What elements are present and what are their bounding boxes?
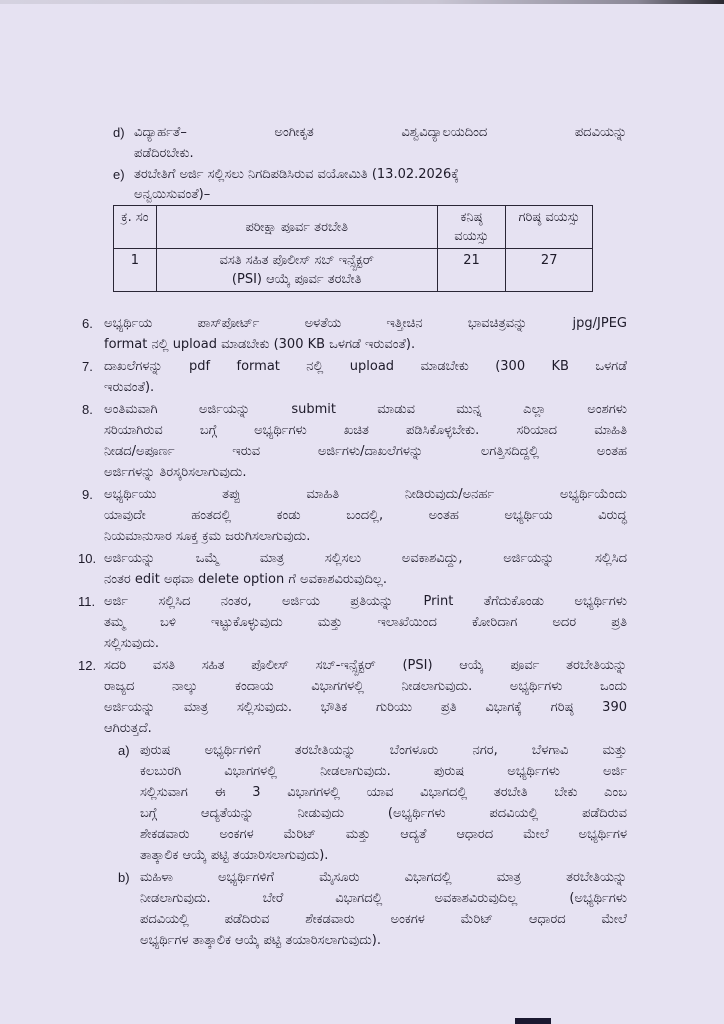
- cell-sl-no: 1: [114, 249, 157, 292]
- item-12-line-3: ಅರ್ಜಿಯನ್ನು ಮಾತ್ರ ಸಲ್ಲಿಸುವುದು. ಭೌತಿಕ ಗುರಿಯು ಪ್ರತಿ ವಿಭಾಗಕ್ಕೆ ಗರಿಷ್ಠ 390: [104, 700, 627, 715]
- item-12-number: 12.: [78, 658, 97, 673]
- item-7-line-1: ದಾಖಲೆಗಳನ್ನು pdf format ನಲ್ಲಿ upload ಮಾಡಬೇಕು (300 KB ಒಳಗಡೆ: [104, 359, 627, 374]
- clause-e-line-2: ಅನ್ವಯಿಸುವಂತೆ)–: [134, 187, 211, 202]
- item-12a-line-3: ಸಲ್ಲಿಸುವಾಗ ಈ 3 ವಿಭಾಗಗಳಲ್ಲಿ ಯಾವ ವಿಭಾಗದಲ್ಲಿ ತರಬೇತಿ ಬೇಕು ಎಂಬ: [140, 785, 627, 800]
- header-training: ಪರೀಕ್ಷಾ ಪೂರ್ವ ತರಬೇತಿ: [156, 206, 437, 249]
- item-8-line-4: ಅರ್ಜಿಗಳನ್ನು ತಿರಸ್ಕರಿಸಲಾಗುವುದು.: [104, 465, 247, 480]
- item-7-line-2: ಇರುವಂತೆ).: [104, 380, 155, 395]
- table-row: [114, 249, 593, 292]
- clause-d-marker: d): [113, 125, 125, 140]
- cell-training: [156, 249, 437, 292]
- item-12a-line-1: ಪುರುಷ ಅಭ್ಯರ್ಥಿಗಳಿಗೆ ತರಬೇತಿಯನ್ನು ಬೆಂಗಳೂರು ನಗರ, ಬೆಳಗಾವಿ ಮತ್ತು: [140, 743, 627, 758]
- item-12b-line-2: ನೀಡಲಾಗುವುದು. ಬೇರೆ ವಿಭಾಗದಲ್ಲಿ ಅವಕಾಶವಿರುವುದಿಲ್ಲ (ಅಭ್ಯರ್ಥಿಗಳು: [140, 891, 627, 906]
- item-11-line-3: ಸಲ್ಲಿಸುವುದು.: [104, 636, 160, 651]
- item-11-number: 11.: [78, 594, 96, 609]
- item-8-line-1: ಅಂತಿಮವಾಗಿ ಅರ್ಜಿಯನ್ನು submit ಮಾಡುವ ಮುನ್ನ ಎಲ್ಲಾ ಅಂಶಗಳು: [104, 402, 627, 417]
- item-10-line-1: ಅರ್ಜಿಯನ್ನು ಒಮ್ಮೆ ಮಾತ್ರ ಸಲ್ಲಿಸಲು ಅವಕಾಶವಿದ್ದು, ಅರ್ಜಿಯನ್ನು ಸಲ್ಲಿಸಿದ: [104, 551, 627, 566]
- item-9-line-3: ನಿಯಮಾನುಸಾರ ಸೂಕ್ತ ಕ್ರಮ ಜರುಗಿಸಲಾಗುವುದು.: [104, 529, 311, 544]
- item-12-line-1: ಸದರಿ ವಸತಿ ಸಹಿತ ಪೊಲೀಸ್ ಸಬ್-ಇನ್ಸ್ಪೆಕ್ಟರ್ (PSI) ಆಯ್ಕೆ ಪೂರ್ವ ತರಬೇತಿಯನ್ನು: [104, 658, 627, 673]
- scan-top-edge: [0, 0, 724, 4]
- clause-e-marker: e): [113, 167, 125, 182]
- item-12-line-4: ಆಗಿರುತ್ತದೆ.: [104, 721, 152, 736]
- item-12a-line-4: ಬಗ್ಗೆ ಆದ್ಯತೆಯನ್ನು ನೀಡುವುದು (ಅಭ್ಯರ್ಥಿಗಳು ಪದವಿಯಲ್ಲಿ ಪಡೆದಿರುವ: [140, 806, 627, 821]
- cell-max-age: 27: [506, 249, 593, 292]
- table-header-row: [114, 206, 593, 249]
- header-min-age: ಕನಿಷ್ಠ ವಯಸ್ಸು: [437, 206, 506, 249]
- item-8-line-2: ಸರಿಯಾಗಿರುವ ಬಗ್ಗೆ ಅಭ್ಯರ್ಥಿಗಳು ಖಚಿತ ಪಡಿಸಿಕೊಳ್ಳಬೇಕು. ಸರಿಯಾದ ಮಾಹಿತಿ: [104, 423, 627, 438]
- clause-d-line-1: ವಿದ್ಯಾರ್ಹತೆ– ಅಂಗೀಕೃತ ವಿಶ್ವವಿದ್ಯಾಲಯದಿಂದ ಪದವಿಯನ್ನು: [134, 125, 627, 140]
- item-12b-line-4: ಅಭ್ಯರ್ಥಿಗಳ ತಾತ್ಕಾಲಿಕ ಆಯ್ಕೆ ಪಟ್ಟಿ ತಯಾರಿಸಲಾಗುವುದು).: [140, 933, 382, 948]
- item-12b-line-3: ಪದವಿಯಲ್ಲಿ ಪಡೆದಿರುವ ಶೇಕಡವಾರು ಅಂಕಗಳ ಮೆರಿಟ್ ಆಧಾರದ ಮೇಲೆ: [140, 912, 627, 927]
- age-limit-table: [113, 205, 593, 292]
- item-12a-line-5: ಶೇಕಡವಾರು ಅಂಕಗಳ ಮೆರಿಟ್ ಮತ್ತು ಆದ್ಯತೆ ಆಧಾರದ ಮೇಲೆ ಅಭ್ಯರ್ಥಿಗಳ: [140, 827, 627, 842]
- item-12a-line-6: ತಾತ್ಕಾಲಿಕ ಆಯ್ಕೆ ಪಟ್ಟಿ ತಯಾರಿಸಲಾಗುವುದು).: [140, 848, 329, 863]
- item-9-number: 9.: [82, 487, 93, 502]
- item-10-line-2: ನಂತರ edit ಅಥವಾ delete option ಗೆ ಅವಕಾಶವಿರುವುದಿಲ್ಲ.: [104, 572, 387, 587]
- header-max-age: ಗರಿಷ್ಠ ವಯಸ್ಸು: [506, 206, 593, 249]
- header-sl-no: ಕ್ರ. ಸಂ: [114, 206, 157, 249]
- item-9-line-2: ಯಾವುದೇ ಹಂತದಲ್ಲಿ ಕಂಡು ಬಂದಲ್ಲಿ, ಅಂತಹ ಅಭ್ಯರ್ಥಿಯ ವಿರುದ್ಧ: [104, 508, 627, 523]
- item-7-number: 7.: [82, 359, 93, 374]
- item-8-line-3: ನೀಡದ/ಅಪೂರ್ಣ ಇರುವ ಅರ್ಜಿಗಳು/ದಾಖಲೆಗಳನ್ನು ಲಗತ್ತಿಸದಿದ್ದಲ್ಲಿ ಅಂತಹ: [104, 444, 627, 459]
- item-10-number: 10.: [78, 551, 97, 566]
- item-9-line-1: ಅಭ್ಯರ್ಥಿಯು ತಪ್ಪು ಮಾಹಿತಿ ನೀಡಿರುವುದು/ಅನರ್ಹ ಅಭ್ಯರ್ಥಿಯೆಂದು: [104, 487, 627, 502]
- item-6-line-1: ಅಭ್ಯರ್ಥಿಯ ಪಾಸ್‌ಪೋರ್ಟ್ ಅಳತೆಯ ಇತ್ತೀಚಿನ ಭಾವಚಿತ್ರವನ್ನು jpg/JPEG: [104, 316, 627, 331]
- item-8-number: 8.: [82, 402, 93, 417]
- item-12b-marker: b): [118, 870, 130, 885]
- item-6-line-2: format ನಲ್ಲಿ upload ಮಾಡಬೇಕು (300 KB ಒಳಗಡೆ ಇರುವಂತೆ).: [104, 337, 416, 352]
- clause-e-line-1: ತರಬೇತಿಗೆ ಅರ್ಜಿ ಸಲ್ಲಿಸಲು ನಿಗದಿಪಡಿಸಿರುವ ವಯೋಮಿತಿ (13.02.2026ಕ್ಕೆ: [134, 167, 459, 182]
- item-11-line-1: ಅರ್ಜಿ ಸಲ್ಲಿಸಿದ ನಂತರ, ಅರ್ಜಿಯ ಪ್ರತಿಯನ್ನು Print ತೆಗೆದುಕೊಂಡು ಅಭ್ಯರ್ಥಿಗಳು: [104, 594, 627, 609]
- item-12b-line-1: ಮಹಿಳಾ ಅಭ್ಯರ್ಥಿಗಳಿಗೆ ಮೈಸೂರು ವಿಭಾಗದಲ್ಲಿ ಮಾತ್ರ ತರಬೇತಿಯನ್ನು: [140, 870, 627, 885]
- item-12-line-2: ರಾಜ್ಯದ ನಾಲ್ಕು ಕಂದಾಯ ವಿಭಾಗಗಳಲ್ಲಿ ನೀಡಲಾಗುವುದು. ಅಭ್ಯರ್ಥಿಗಳು ಒಂದು: [104, 679, 627, 694]
- cell-min-age: 21: [437, 249, 506, 292]
- item-12a-marker: a): [118, 743, 130, 758]
- item-6-number: 6.: [82, 316, 93, 331]
- cell-training-line-2: (PSI) ಆಯ್ಕೆ ಪೂರ್ವ ತರಬೇತಿ: [231, 272, 362, 287]
- cell-training-line-1: ವಸತಿ ಸಹಿತ ಪೊಲೀಸ್ ಸಬ್ ಇನ್ಸ್ಪೆಕ್ಟರ್: [219, 253, 374, 268]
- item-11-line-2: ತಮ್ಮ ಬಳಿ ಇಟ್ಟುಕೊಳ್ಳುವುದು ಮತ್ತು ಇಲಾಖೆಯಿಂದ ಕೋರಿದಾಗ ಅದರ ಪ್ರತಿ: [104, 615, 627, 630]
- scan-bottom-mark: [515, 1018, 551, 1024]
- item-12a-line-2: ಕಲಬುರಗಿ ವಿಭಾಗಗಳಲ್ಲಿ ನೀಡಲಾಗುವುದು. ಪುರುಷ ಅಭ್ಯರ್ಥಿಗಳು ಅರ್ಜಿ: [140, 764, 627, 779]
- clause-d-line-2: ಪಡೆದಿರಬೇಕು.: [134, 146, 194, 161]
